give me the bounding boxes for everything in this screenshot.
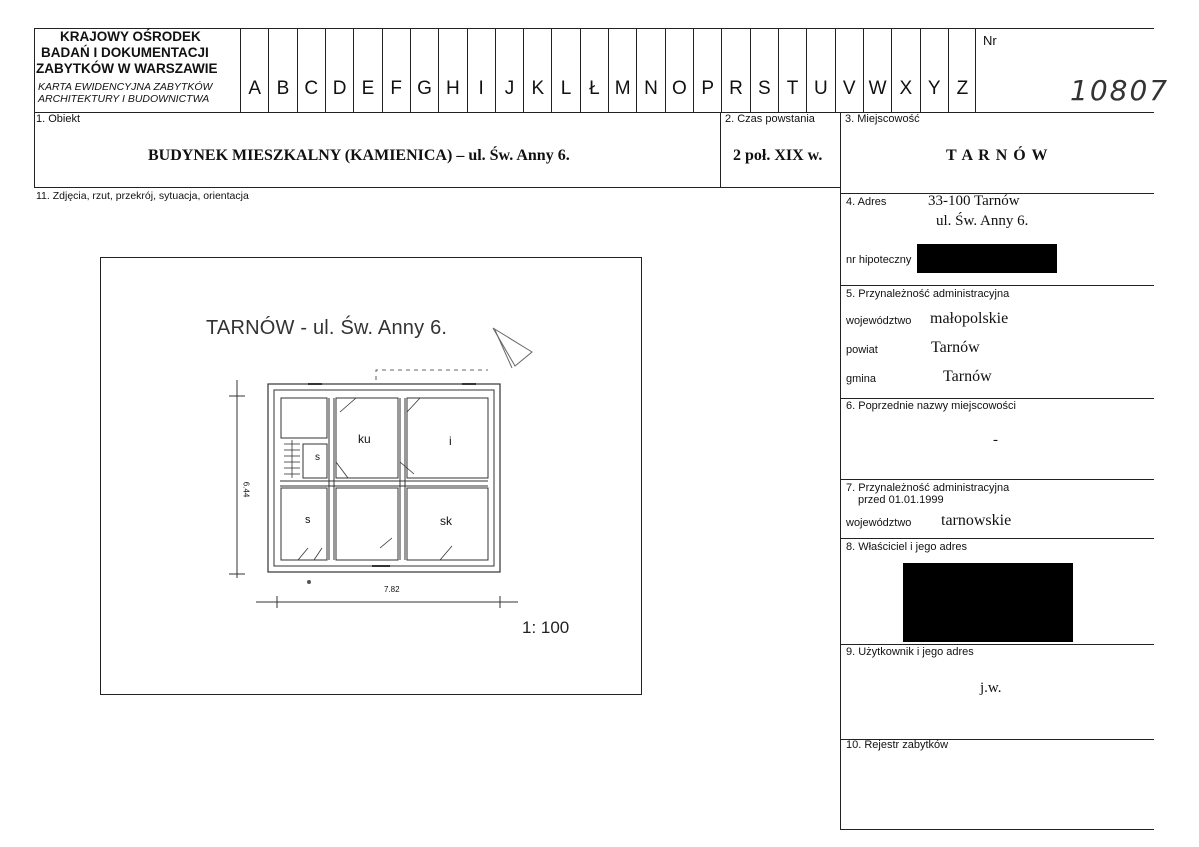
card-line-2: ARCHITEKTURY I BUDOWNICTWA xyxy=(38,93,210,105)
letter-cell: D xyxy=(325,28,353,112)
letter-cell: P xyxy=(693,28,721,112)
field-9-value: j.w. xyxy=(980,680,1002,696)
field-8-label: 8. Właściciel i jego adres xyxy=(846,541,968,553)
letter-cell: G xyxy=(410,28,438,112)
row8-top-border xyxy=(840,538,1154,539)
letter-cell: C xyxy=(297,28,325,112)
field-4-label: 4. Adres xyxy=(846,196,887,208)
voivodeship-label: województwo xyxy=(846,315,912,327)
voivodeship-value: małopolskie xyxy=(930,310,1009,327)
letter-cell: W xyxy=(863,28,891,112)
field-10-label: 10. Rejestr zabytków xyxy=(846,739,949,751)
letter-cell: I xyxy=(467,28,495,112)
letter-cell: O xyxy=(665,28,693,112)
row5-top-border xyxy=(840,285,1154,286)
field-9-label: 9. Użytkownik i jego adres xyxy=(846,646,974,658)
letter-cell: Z xyxy=(948,28,976,112)
field-11-label: 11. Zdjęcia, rzut, przekrój, sytuacja, orientacja xyxy=(36,190,249,202)
letter-cell: F xyxy=(382,28,410,112)
nr-value: 10807 xyxy=(1070,74,1170,107)
field-6-label: 6. Poprzednie nazwy miejscowości xyxy=(846,400,1016,412)
field-7-voivodeship-label: województwo xyxy=(846,517,912,529)
field-6-value: - xyxy=(993,432,998,448)
county-value: Tarnów xyxy=(931,339,980,356)
nr-label: Nr xyxy=(983,33,997,48)
org-line-1: KRAJOWY OŚRODEK xyxy=(60,29,201,44)
letter-cell: E xyxy=(353,28,381,112)
plan-dim-width: 7.82 xyxy=(384,585,400,594)
field-2-value: 2 poł. XIX w. xyxy=(733,147,823,164)
field-3-label: 3. Miejscowość xyxy=(845,113,920,125)
letter-cell: M xyxy=(608,28,636,112)
field-7-label-2: przed 01.01.1999 xyxy=(858,494,944,506)
letter-cell: X xyxy=(891,28,919,112)
field-3-value: T A R N Ó W xyxy=(946,147,1049,164)
room-label-sk: sk xyxy=(440,514,452,528)
row7-top-border xyxy=(840,479,1154,480)
letter-cell: S xyxy=(750,28,778,112)
letter-cell: U xyxy=(806,28,834,112)
letter-cell: B xyxy=(268,28,296,112)
field-4-value-2: ul. Św. Anny 6. xyxy=(936,213,1029,229)
letter-cell: K xyxy=(523,28,551,112)
letter-cell: R xyxy=(721,28,749,112)
letter-cell: Y xyxy=(920,28,948,112)
letter-cell: T xyxy=(778,28,806,112)
field-1-label: 1. Obiekt xyxy=(36,113,81,125)
letter-cell: A xyxy=(240,28,268,112)
plan-title: TARNÓW - ul. Św. Anny 6. xyxy=(206,317,448,339)
room-label-s-upper: s xyxy=(315,452,320,463)
letters-right-border xyxy=(975,28,976,112)
floor-plan-drawing xyxy=(0,0,700,700)
plan-marker-dot xyxy=(307,580,311,584)
owner-redacted xyxy=(903,563,1073,642)
letter-cell: L xyxy=(551,28,579,112)
field-1-value: BUDYNEK MIESZKALNY (KAMIENICA) – ul. Św. Anny 6. xyxy=(148,147,570,164)
field-5-label: 5. Przynależność administracyjna xyxy=(846,288,1010,300)
field-7-label-1: 7. Przynależność administracyjna xyxy=(846,482,1010,494)
org-line-3: ZABYTKÓW W WARSZAWIE xyxy=(36,61,218,76)
card-line-1: KARTA EWIDENCYJNA ZABYTKÓW xyxy=(38,81,213,93)
room-label-s-lower: s xyxy=(305,514,311,526)
room-label-room: i xyxy=(449,434,452,448)
letter-cell: N xyxy=(636,28,664,112)
commune-label: gmina xyxy=(846,373,876,385)
room-label-kitchen: ku xyxy=(358,432,371,446)
letter-cell: H xyxy=(438,28,466,112)
row10-bottom-border xyxy=(840,829,1154,830)
row9-top-border xyxy=(840,644,1154,645)
letter-cell: Ł xyxy=(580,28,608,112)
plan-dim-height: 6.44 xyxy=(241,481,251,498)
commune-value: Tarnów xyxy=(943,368,992,385)
field-2-label: 2. Czas powstania xyxy=(725,113,815,125)
row1-div-a xyxy=(720,112,721,188)
right-col-border xyxy=(840,112,841,830)
letter-cell: V xyxy=(835,28,863,112)
row6-top-border xyxy=(840,398,1154,399)
field-4-value-1: 33-100 Tarnów xyxy=(928,193,1020,209)
plan-scale: 1: 100 xyxy=(522,618,570,637)
county-label: powiat xyxy=(846,344,878,356)
org-line-2: BADAŃ I DOKUMENTACJI xyxy=(41,45,209,60)
letter-cell: J xyxy=(495,28,523,112)
mortgage-number-redacted xyxy=(917,244,1057,273)
field-7-voivodeship-value: tarnowskie xyxy=(941,512,1012,529)
mortgage-label: nr hipoteczny xyxy=(846,254,912,266)
